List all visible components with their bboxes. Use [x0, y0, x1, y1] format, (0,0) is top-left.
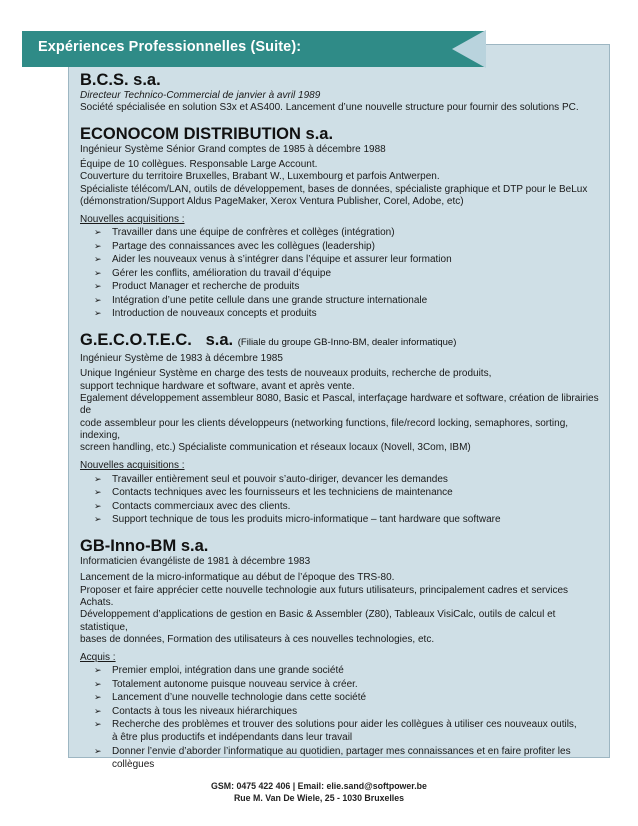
- job-description-line: Egalement développement assembleur 8080, Basic et Pascal, interfaçage hardware et software, création de librairies de: [80, 392, 599, 417]
- list-item: ➢ Travailler entièrement seul et pouvoir s’auto-diriger, devancer les demandes: [94, 473, 448, 485]
- arrow-bullet-icon: ➢: [94, 240, 102, 251]
- job-description-line: Proposer et faire apprécier cette nouvelle technologie aux futurs utilisateurs, principalement cadres et services Achats.: [80, 584, 569, 608]
- company-name: GB-Inno-BM s.a.: [80, 537, 209, 556]
- acquisitions-list: [80, 226, 602, 320]
- job-description-line: Spécialiste télécom/LAN, outils de développement, bases de données, spécialiste graphique et DTP pour le BeLux: [80, 183, 588, 195]
- list-item: ➢ Lancement d’une nouvelle technologie dans cette société: [94, 692, 367, 704]
- job-description-line: (démonstration/Support Aldus PageMaker, Xerox Ventura Publisher, Corel, Adobe, etc): [80, 195, 464, 207]
- arrow-bullet-icon: ➢: [94, 719, 102, 730]
- experience-content: [80, 70, 602, 772]
- arrow-bullet-icon: ➢: [94, 281, 102, 292]
- list-item: ➢ Recherche des problèmes et trouver des solutions pour aider les collègues à utiliser ces nouveaux outils, à être plus productifs et indépendants dans leur travail: [94, 719, 577, 744]
- list-item: ➢ Premier emploi, intégration dans une grande société: [94, 665, 344, 677]
- list-item: ➢ Gérer les conflits, amélioration du travail d’équipe: [94, 267, 331, 279]
- list-item: ➢ Product Manager et recherche de produits: [94, 281, 300, 293]
- arrow-bullet-icon: ➢: [94, 227, 102, 238]
- footer-address: Rue M. Van De Wiele, 25 - 1030 Bruxelles: [233, 793, 405, 803]
- list-item: ➢ Intégration d’une petite cellule dans une grande structure internationale: [94, 294, 428, 306]
- job-description-line: Unique Ingénieur Système en charge des tests de nouveaux produits, recherche de produits,: [80, 368, 492, 380]
- list-item: ➢ Totalement autonome puisque nouveau service à créer.: [94, 678, 358, 690]
- job-description-line: code assembleur pour les clients développeurs (networking functions, file/record locking, semaphores, sorting, indexing,: [80, 417, 569, 441]
- job-description-line: support technique hardware et software, avant et après vente.: [80, 380, 355, 392]
- list-item: ➢ Partage des connaissances avec les collègues (leadership): [94, 240, 375, 252]
- job-description: Société spécialisée en solution S3x et AS400. Lancement d’une nouvelle structure pour fournir des solutions PC.: [80, 102, 579, 113]
- job-gb-inno-bm: [80, 536, 602, 771]
- job-description-line: Développement d’applications de gestion en Basic & Assembler (Z80), Tableaux VisiCalc, outils de calcul et statistique,: [80, 609, 556, 633]
- arrow-bullet-icon: ➢: [94, 267, 102, 278]
- job-description-line: Couverture du territoire Bruxelles, Brabant W., Luxembourg et parfois Antwerpen.: [80, 171, 440, 183]
- arrow-bullet-icon: ➢: [94, 473, 102, 484]
- company-note: (Filiale du groupe GB-Inno-BM, dealer informatique): [237, 337, 457, 349]
- job-role: Informaticien évangéliste de 1981 à décembre 1983: [80, 556, 311, 568]
- job-description-line: bases de données, Formation des utilisateurs à ces nouvelles technologies, etc.: [80, 633, 435, 645]
- arrow-bullet-icon: ➢: [94, 500, 102, 511]
- job-description-line: screen handling, etc.) Spécialiste communication et réseaux locaux (Novell, 3Com, IBM): [80, 442, 471, 454]
- acquisitions-list: [80, 473, 602, 527]
- list-label: Nouvelles acquisitions :: [80, 214, 185, 226]
- footer-contact: GSM: 0475 422 406 | Email: elie.sand@softpower.be: [211, 781, 427, 791]
- list-label: Nouvelles acquisitions :: [80, 460, 185, 472]
- list-item: ➢ Aider les nouveaux venus à s’intégrer dans l’équipe et assurer leur formation: [94, 254, 452, 266]
- arrow-bullet-icon: ➢: [94, 705, 102, 716]
- list-item: ➢ Contacts techniques avec les fournisseurs et les techniciens de maintenance: [94, 487, 453, 499]
- arrow-bullet-icon: ➢: [94, 307, 102, 318]
- job-gecotec: [80, 330, 602, 526]
- company-name: ECONOCOM DISTRIBUTION s.a.: [80, 125, 334, 143]
- arrow-bullet-icon: ➢: [94, 745, 102, 756]
- list-item: ➢ Support technique de tous les produits micro-informatique – tant hardware que software: [94, 513, 501, 525]
- section-title: Expériences Professionnelles (Suite):: [38, 39, 302, 55]
- job-description-line: Équipe de 10 collègues. Responsable Large Account.: [80, 159, 318, 170]
- job-role: Directeur Technico-Commercial de janvier à avril 1989: [80, 90, 321, 101]
- job-role: Ingénieur Système de 1983 à décembre 1985: [80, 353, 283, 365]
- job-econocom: [80, 124, 602, 320]
- list-item: ➢ Contacts commerciaux avec des clients.: [94, 500, 291, 512]
- list-item: ➢ Introduction de nouveaux concepts et produits: [94, 307, 317, 319]
- acquis-list: [80, 664, 602, 771]
- arrow-bullet-icon: ➢: [94, 513, 102, 524]
- arrow-bullet-icon: ➢: [94, 294, 102, 305]
- arrow-bullet-icon: ➢: [94, 487, 102, 498]
- job-bcs: [80, 70, 602, 114]
- list-label: Acquis :: [80, 652, 116, 664]
- list-item: ➢ Travailler dans une équipe de confrères et collèges (intégration): [94, 227, 395, 239]
- arrow-bullet-icon: ➢: [94, 254, 102, 265]
- banner-tab-shape: [452, 30, 486, 68]
- company-name: B.C.S. s.a.: [80, 71, 161, 89]
- arrow-bullet-icon: ➢: [94, 678, 102, 689]
- list-item: ➢ Contacts à tous les niveaux hiérarchiques: [94, 705, 298, 717]
- job-description-line: Lancement de la micro-informatique au début de l’époque des TRS-80.: [80, 572, 395, 584]
- list-item-continuation: à être plus productifs et indépendants dans leur travail: [112, 732, 353, 744]
- arrow-bullet-icon: ➢: [94, 692, 102, 703]
- job-role: Ingénieur Système Sénior Grand comptes de 1985 à décembre 1988: [80, 144, 386, 155]
- arrow-bullet-icon: ➢: [94, 665, 102, 676]
- list-item: ➢ Donner l’envie d’aborder l’informatique au quotidien, partager mes connaissances et en faire profiter les collègues: [94, 745, 571, 771]
- company-name: G.E.C.O.T.E.C. s.a. (Filiale du groupe GB-Inno-BM, dealer informatique): [80, 331, 457, 350]
